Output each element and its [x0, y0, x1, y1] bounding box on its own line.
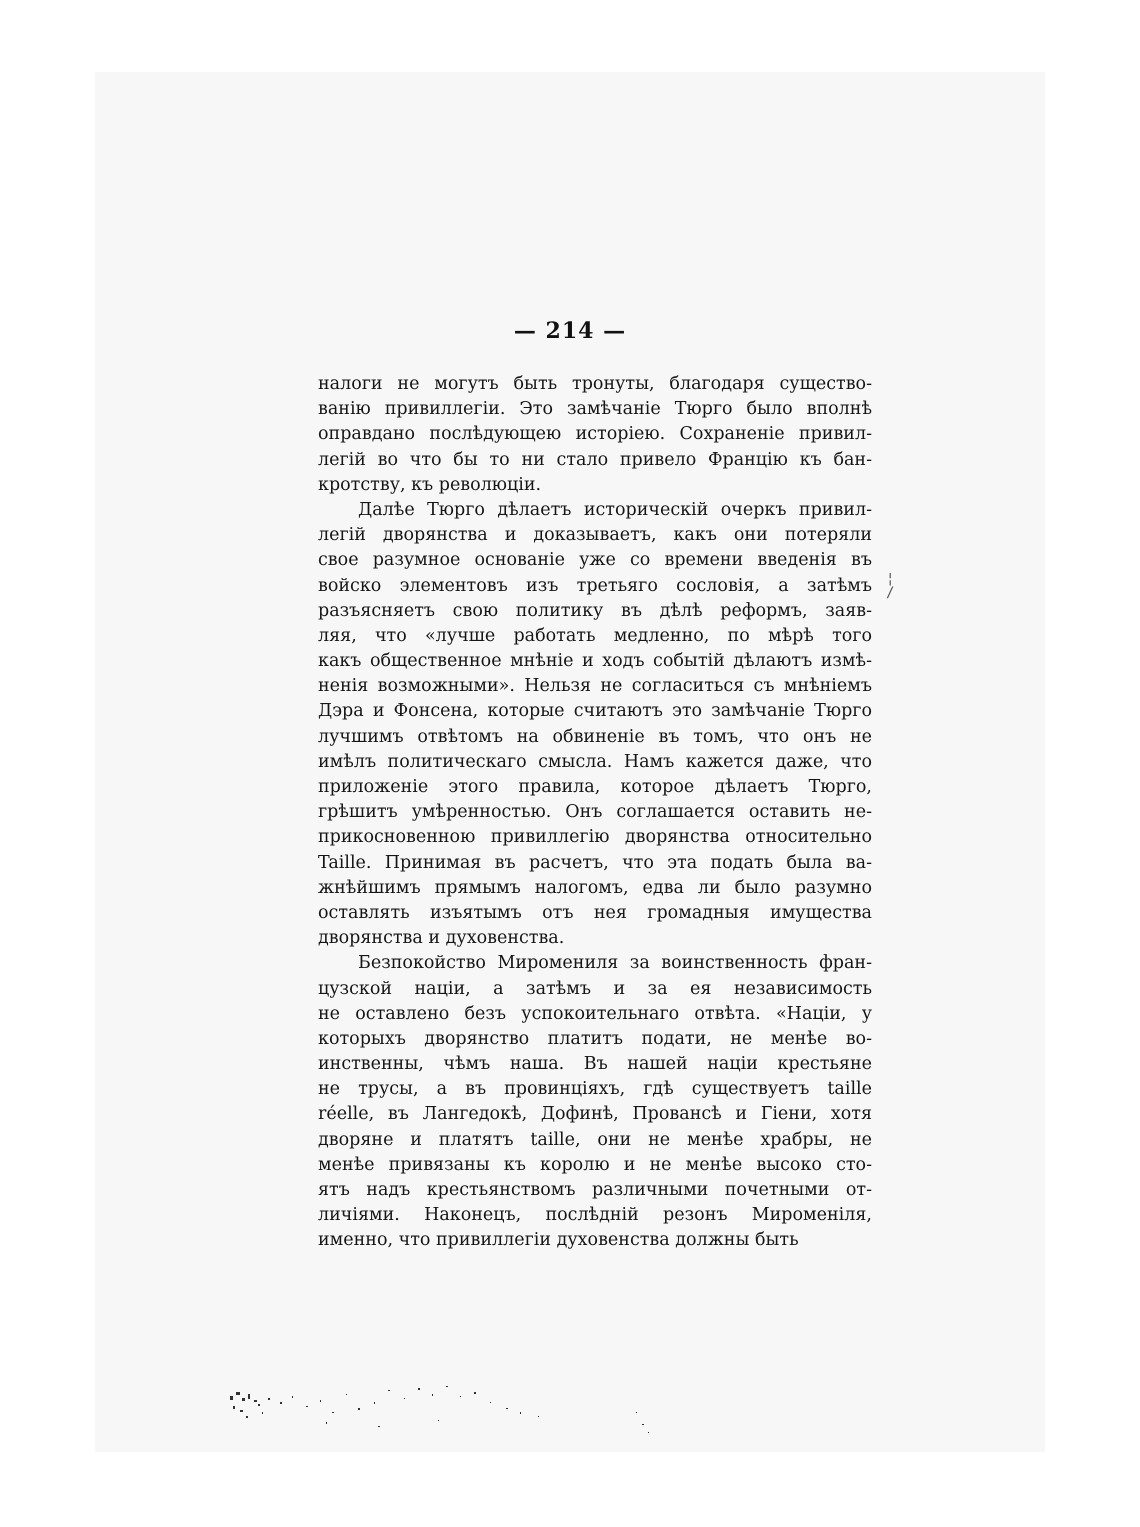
paragraph — [318, 372, 872, 498]
text-line: цузской націи, а затѣмъ и за ея независимость — [318, 978, 872, 999]
text-line: дворянства и духовенства. — [318, 928, 565, 949]
text-line: разъясняетъ свою политику въ дѣлѣ реформъ, заяв- — [318, 600, 872, 621]
text-line: не оставлено безъ успокоительнаго отвѣта. «Націи, у — [318, 1003, 872, 1024]
text-line: грѣшитъ умѣренностью. Онъ соглашается оставить не- — [318, 802, 872, 823]
text-line: оставлять изъятымъ отъ нея громадныя имущества — [318, 902, 872, 923]
text-line: личіями. Наконецъ, послѣдній резонъ Мироменіля, — [318, 1205, 872, 1226]
text-line: ненія возможными». Нельзя не согласиться съ мнѣніемъ — [318, 676, 872, 697]
text-line: не трусы, а въ провинціяхъ, гдѣ существуетъ taille — [318, 1079, 872, 1100]
body-text — [318, 372, 872, 1254]
paragraph — [318, 951, 872, 1253]
margin-mark: ¦ / — [886, 571, 895, 601]
text-line: свое разумное основаніе уже со времени введенія въ — [318, 550, 872, 571]
text-line: легій дворянства и доказываетъ, какъ они потеряли — [318, 525, 872, 546]
text-line: Безпокойство Миромениля за воинственность фран- — [358, 953, 872, 974]
text-line: дворяне и платятъ taille, они не менѣе храбры, не — [318, 1129, 872, 1150]
text-line: менѣе привязаны къ королю и не менѣе высоко сто- — [318, 1154, 872, 1175]
text-line: Taille. Принимая въ расчетъ, что эта подать была ва- — [318, 852, 872, 873]
page-number: — 214 — — [513, 318, 627, 344]
text-line: какъ общественное мнѣніе и ходъ событій дѣлаютъ измѣ- — [318, 651, 872, 672]
text-line: имѣлъ политическаго смысла. Намъ кажется даже, что — [318, 751, 872, 772]
text-line: которыхъ дворянство платитъ подати, не менѣе во- — [318, 1028, 872, 1049]
text-line: жнѣйшимъ прямымъ налогомъ, едва ли было разумно — [318, 877, 872, 898]
text-line: легій во что бы то ни стало привело Францію къ бан- — [318, 449, 872, 470]
text-line: ванію привиллегіи. Это замѣчаніе Тюрго было вполнѣ — [318, 399, 872, 420]
text-line: Дэра и Фонсена, которые считаютъ это замѣчаніе Тюрго — [318, 701, 872, 722]
text-line: инственны, чѣмъ наша. Въ нашей націи крестьяне — [318, 1054, 872, 1075]
text-line: ляя, что «лучше работать медленно, по мѣрѣ того — [318, 625, 872, 646]
text-line: оправдано послѣдующею исторіею. Сохраненіе привил- — [318, 424, 872, 445]
text-line: кротству, къ революціи. — [318, 474, 542, 495]
text-line: приложеніе этого правила, которое дѣлаетъ Тюрго, — [318, 777, 872, 797]
text-line: прикосновенною привиллегію дворянства относительно — [318, 827, 872, 848]
paragraph — [318, 498, 872, 951]
text-line: ятъ надъ крестьянствомъ различными почетными от- — [318, 1180, 872, 1200]
text-line: réelle, въ Лангедокѣ, Дофинѣ, Провансѣ и Гіени, хотя — [318, 1104, 872, 1125]
scan-speckle-noise — [228, 1382, 668, 1442]
text-line: налоги не могутъ быть тронуты, благодаря существо- — [318, 374, 872, 394]
text-line: лучшимъ отвѣтомъ на обвиненіе въ томъ, что онъ не — [318, 726, 872, 747]
text-line: именно, что привиллегіи духовенства должны быть — [318, 1230, 799, 1251]
text-line: Далѣе Тюрго дѣлаетъ историческій очеркъ привил- — [358, 499, 872, 520]
text-line: войско элементовъ изъ третьяго сословія, а затѣмъ — [318, 575, 872, 596]
